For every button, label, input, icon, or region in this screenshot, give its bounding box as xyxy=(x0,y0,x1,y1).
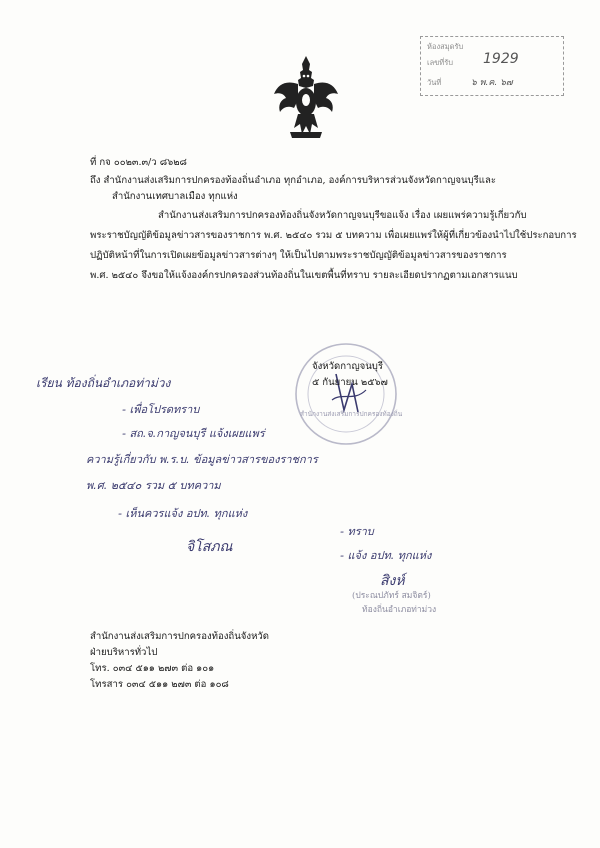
footer-phone: โทร. ๐๓๔ ๕๑๑ ๒๗๓ ต่อ ๑๐๑ xyxy=(90,663,215,674)
receipt-date: ๖ พ.ค. ๖๗ xyxy=(471,78,513,88)
receipt-stamp-title: ห้องสมุดรับ xyxy=(427,42,464,51)
date-stamp-ring-text: สำนักงานส่งเสริมการปกครองท้องถิ่น xyxy=(300,410,403,418)
right-signer-name: (ประณปภัทร์ สมจิตร์) xyxy=(352,591,431,601)
handwritten-item-5: - เห็นควรแจ้ง อปท. ทุกแห่ง xyxy=(118,507,248,520)
body-paragraph xyxy=(90,206,577,286)
handwritten-item-1: - เพื่อโปรดทราบ xyxy=(122,403,200,416)
recipient-line-1: ถึง สำนักงานส่งเสริมการปกครองท้องถิ่นอำเภอ ทุกอำเภอ, องค์การบริหารส่วนจังหวัดกาญจนบุรีและ xyxy=(90,175,497,186)
garuda-emblem xyxy=(272,54,340,142)
body-line-2: พระราชบัญญัติข้อมูลข่าวสารของราชการ พ.ศ. ๒๕๔๐ รวม ๕ บทความ เพื่อเผยแพร่ให้ผู้ที่เกี่ยวข้องนำไปใช้ประกอบการ xyxy=(90,230,577,241)
handwritten-right-note-2: - แจ้ง อปท. ทุกแห่ง xyxy=(340,549,432,562)
date-stamp-date: ๕ กันยายน ๒๕๖๗ xyxy=(312,377,388,388)
footer-section: ฝ่ายบริหารทั่วไป xyxy=(90,647,158,658)
receipt-stamp xyxy=(420,36,564,96)
receipt-date-label: วันที่ xyxy=(427,78,442,87)
handwritten-signature-1: จิโสภณ xyxy=(186,539,233,555)
handwritten-item-4: พ.ศ. ๒๕๔๐ รวม ๕ บทความ xyxy=(86,479,221,492)
handwritten-item-2: - สถ.จ.กาญจนบุรี แจ้งเผยแพร่ xyxy=(122,427,265,440)
reference-number: ที่ กจ ๐๐๒๓.๓/ว ๘๖๒๘ xyxy=(90,157,187,168)
body-line-3: ปฏิบัติหน้าที่ในการเปิดเผยข้อมูลข่าวสารต่างๆ ให้เป็นไปตามพระราชบัญญัติข้อมูลข่าวสารของราชการ xyxy=(90,250,507,261)
receipt-number-label: เลขที่รับ xyxy=(427,58,454,67)
footer-office: สำนักงานส่งเสริมการปกครองท้องถิ่นจังหวัด xyxy=(90,631,270,642)
handwritten-item-3: ความรู้เกี่ยวกับ พ.ร.บ. ข้อมูลข่าวสารของราชการ xyxy=(86,453,318,466)
body-line-4: พ.ศ. ๒๕๔๐ จึงขอให้แจ้งองค์กรปกครองส่วนท้องถิ่นในเขตพื้นที่ทราบ รายละเอียดปรากฏตามเอกสารแนบ xyxy=(90,270,518,281)
receipt-number: 1929 xyxy=(483,51,519,67)
handwritten-right-note-1: - ทราบ xyxy=(340,525,374,538)
recipient-line-2: สำนักงานเทศบาลเมือง ทุกแห่ง xyxy=(112,191,238,202)
footer-fax: โทรสาร ๐๓๔ ๕๑๑ ๒๗๓ ต่อ ๑๐๘ xyxy=(90,679,229,690)
body-line-1: สำนักงานส่งเสริมการปกครองท้องถิ่นจังหวัดกาญจนบุรีขอแจ้ง เรื่อง เผยแพร่ความรู้เกี่ยวกับ xyxy=(158,210,527,221)
right-signer-title: ท้องถิ่นอำเภอท่าม่วง xyxy=(362,605,437,615)
date-stamp xyxy=(292,340,403,448)
handwritten-right-signature: สิงห์ xyxy=(380,573,405,589)
date-stamp-province: จังหวัดกาญจนบุรี xyxy=(312,361,384,372)
handwritten-salutation: เรียน ท้องถิ่นอำเภอท่าม่วง xyxy=(36,376,171,390)
